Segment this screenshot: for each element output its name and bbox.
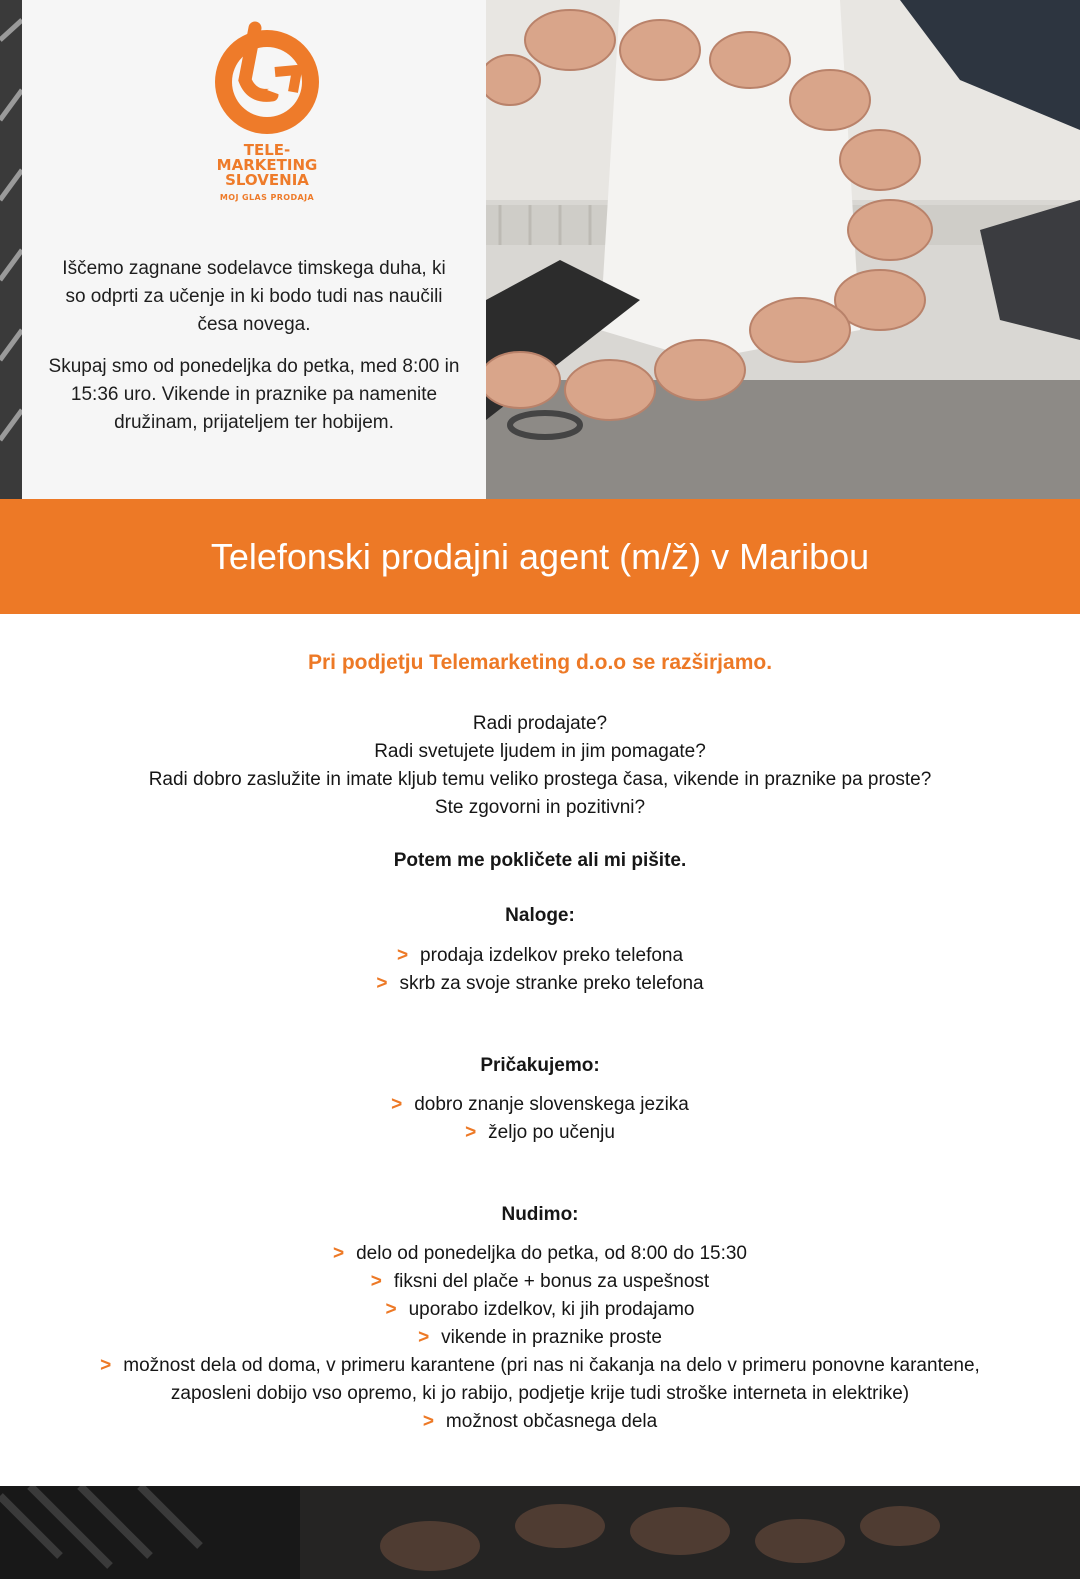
logo-text-line3: SLOVENIA (225, 171, 309, 189)
list-item (0, 1091, 1080, 1119)
list-item (0, 1296, 1080, 1324)
list-item-text: vikende in praznike proste (441, 1327, 662, 1348)
bullet-arrow-icon: > (333, 1243, 345, 1264)
list-item (0, 1324, 1080, 1352)
list-item-text: dobro znanje slovenskega jezika (414, 1094, 689, 1115)
lead-heading: Pri podjetju Telemarketing d.o.o se razširjamo. (307, 651, 773, 674)
question-line: Radi dobro zaslužite in imate kljub temu veliko prostega časa, vikende in praznike pa proste? (148, 769, 932, 790)
bullet-arrow-icon: > (465, 1122, 477, 1143)
job-title: Telefonski prodajni agent (m/ž) v Maribou (210, 536, 870, 577)
title-banner (0, 499, 1080, 614)
list-item-text: uporabo izdelkov, ki jih prodajamo (408, 1299, 695, 1320)
list-item-text: željo po učenju (488, 1122, 615, 1143)
logo-text-line2: MARKETING (216, 156, 318, 174)
list-item-continuation: zaposleni dobijo vso opremo, ki jo rabijo, podjetje krije tudi stroške interneta in elektrike) (170, 1383, 910, 1404)
logo-tagline: MOJ GLAS PRODAJA (219, 193, 315, 202)
bullet-arrow-icon: > (100, 1355, 112, 1376)
footer-photo-strip (0, 1486, 1080, 1579)
question-line: Radi svetujete ljudem in jim pomagate? (374, 741, 706, 762)
bullet-arrow-icon: > (376, 973, 388, 994)
list-item-text: možnost občasnega dela (445, 1411, 658, 1432)
tasks-heading: Naloge: (505, 905, 575, 926)
bullet-arrow-icon: > (391, 1094, 403, 1115)
list-item (0, 970, 1080, 998)
bullet-arrow-icon: > (385, 1299, 397, 1320)
call-to-action: Potem me pokličete ali mi pišite. (393, 850, 687, 871)
footer-hands-photo (0, 1486, 1080, 1579)
logo-text-line1: TELE- (243, 141, 291, 159)
offer-heading: Nudimo: (501, 1204, 579, 1225)
bullet-arrow-icon: > (396, 945, 409, 966)
intro-panel (22, 0, 486, 500)
list-item-text: delo od ponedeljka do petka, od 8:00 do 15:30 (356, 1243, 747, 1264)
company-logo (197, 20, 337, 210)
logo-mark-icon (197, 20, 337, 140)
list-item (0, 1119, 1080, 1147)
bullet-arrow-icon: > (370, 1271, 382, 1292)
list-item-text: fiksni del plače + bonus za uspešnost (393, 1271, 710, 1292)
list-item (0, 1352, 1080, 1380)
hero-section (0, 0, 1080, 500)
question-line: Radi prodajate? (472, 713, 608, 734)
bullet-arrow-icon: > (422, 1411, 434, 1432)
list-item (0, 1408, 1080, 1436)
list-item (0, 1240, 1080, 1268)
list-item-text: skrb za svoje stranke preko telefona (399, 973, 704, 994)
intro-paragraph-2: Skupaj smo od ponedeljka do petka, med 8:00 in 15:36 uro. Vikende in praznike pa namenite družinam, prijateljem ter hobijem. (48, 356, 460, 433)
list-item (0, 942, 1080, 970)
expectations-heading: Pričakujemo: (480, 1055, 600, 1076)
list-item-text: prodaja izdelkov preko telefona (420, 945, 684, 966)
list-item (0, 1268, 1080, 1296)
list-item-text: možnost dela od doma, v primeru karantene (pri nas ni čakanja na delo v primeru ponovne karantene, (123, 1355, 980, 1376)
intro-paragraph-1: Iščemo zagnane sodelavce timskega duha, ki so odprti za učenje in ki bodo tudi nas naučili česa novega. (62, 258, 446, 335)
question-line: Ste zgovorni in pozitivni? (434, 797, 646, 818)
bullet-arrow-icon: > (418, 1327, 430, 1348)
